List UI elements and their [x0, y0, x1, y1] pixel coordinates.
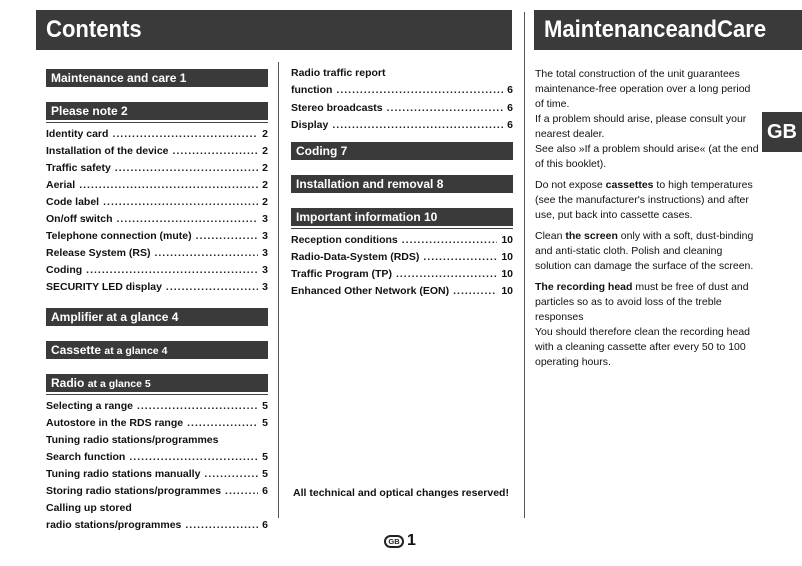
section-please-note[interactable]: Please note 2 — [46, 102, 268, 120]
toc-column-2 — [291, 65, 513, 300]
toc-entry[interactable]: radio stations/programmes ..... 6 — [46, 517, 268, 534]
page-number-value: 1 — [407, 532, 416, 549]
toc-entry[interactable]: Enhanced Other Network (EON) ..... 10 — [291, 283, 513, 300]
radio-list — [46, 398, 268, 534]
toc-entry[interactable]: Telephone connection (mute) ..... 3 — [46, 228, 268, 245]
toc-entry[interactable]: Coding ..... 3 — [46, 262, 268, 279]
maintenance-text — [535, 67, 759, 376]
section-underline — [46, 122, 268, 123]
contents-title: Contents — [46, 16, 142, 43]
maintenance-banner — [534, 10, 802, 50]
toc-entry[interactable]: Traffic Program (TP) ..... 10 — [291, 266, 513, 283]
toc-entry[interactable]: Release System (RS) ..... 3 — [46, 245, 268, 262]
toc-entry[interactable]: Stereo broadcasts ..... 6 — [291, 100, 513, 117]
language-tab-gb: GB — [762, 112, 802, 152]
section-maintenance[interactable]: Maintenance and care 1 — [46, 69, 268, 87]
toc-entry[interactable]: Storing radio stations/programmes ..... 6 — [46, 483, 268, 500]
toc-entry[interactable]: Identity card ..... 2 — [46, 126, 268, 143]
toc-entry[interactable]: Traffic safety ..... 2 — [46, 160, 268, 177]
section-radio[interactable]: Radio at a glance 5 — [46, 374, 268, 392]
toc-entry[interactable]: function ..... 6 — [291, 82, 513, 99]
toc-column-1 — [46, 69, 268, 534]
section-underline — [46, 394, 268, 395]
gb-oval-badge-icon: GB — [384, 535, 404, 548]
paragraph: The total construction of the unit guarantees maintenance-free operation over a long period of time. — [535, 68, 751, 110]
maintenance-title: MaintenanceandCare — [544, 16, 767, 43]
toc-entry[interactable]: Code label ..... 2 — [46, 194, 268, 211]
changes-notice: All technical and optical changes reserved! — [293, 487, 509, 499]
page-number — [384, 532, 416, 550]
section-coding[interactable]: Coding 7 — [291, 142, 513, 160]
toc-entry[interactable]: Autostore in the RDS range ..... 5 — [46, 415, 268, 432]
section-installation[interactable]: Installation and removal 8 — [291, 175, 513, 193]
section-important[interactable]: Important information 10 — [291, 208, 513, 226]
toc-entry[interactable]: Aerial ..... 2 — [46, 177, 268, 194]
paragraph: Do not expose cassettes to high temperatures (see the manufacturer's instructions) and after use, put back into cassette cases. — [535, 179, 753, 221]
toc-entry[interactable]: Search function ..... 5 — [46, 449, 268, 466]
toc-entry-line[interactable]: Tuning radio stations/programmes — [46, 434, 219, 446]
toc-entry[interactable]: Selecting a range ..... 5 — [46, 398, 268, 415]
section-amplifier[interactable]: Amplifier at a glance 4 — [46, 308, 268, 326]
paragraph: You should therefore clean the recording head with a cleaning cassette after every 50 to 100 operating hours. — [535, 326, 751, 368]
toc-entry-line[interactable]: Radio traffic report — [291, 67, 386, 79]
toc-entry[interactable]: SECURITY LED display ..... 3 — [46, 279, 268, 296]
paragraph: See also »If a problem should arise« (at the end of this booklet). — [535, 143, 759, 170]
toc-entry[interactable]: Tuning radio stations manually ..... 5 — [46, 466, 268, 483]
toc-entry[interactable]: On/off switch ..... 3 — [46, 211, 268, 228]
column-divider-left — [278, 62, 279, 518]
section-underline — [291, 228, 513, 229]
paragraph: Clean the screen only with a soft, dust-binding and anti-static cloth. Polish and cleaning solution can damage the surface of the screen. — [535, 230, 754, 272]
important-list — [291, 232, 513, 300]
please-note-list — [46, 126, 268, 296]
toc-entry[interactable]: Display ..... 6 — [291, 117, 513, 134]
toc-entry-line[interactable]: Calling up stored — [46, 502, 132, 514]
toc-entry[interactable]: Radio-Data-System (RDS) ..... 10 — [291, 249, 513, 266]
contents-banner — [36, 10, 512, 50]
section-cassette[interactable]: Cassette at a glance 4 — [46, 341, 268, 359]
paragraph: If a problem should arise, please consult your nearest dealer. — [535, 113, 747, 140]
paragraph: The recording head must be free of dust and particles so as to avoid loss of the treble responses — [535, 281, 749, 323]
toc-entry[interactable]: Installation of the device ..... 2 — [46, 143, 268, 160]
toc-entry[interactable]: Reception conditions ..... 10 — [291, 232, 513, 249]
column-divider-middle — [524, 12, 525, 518]
